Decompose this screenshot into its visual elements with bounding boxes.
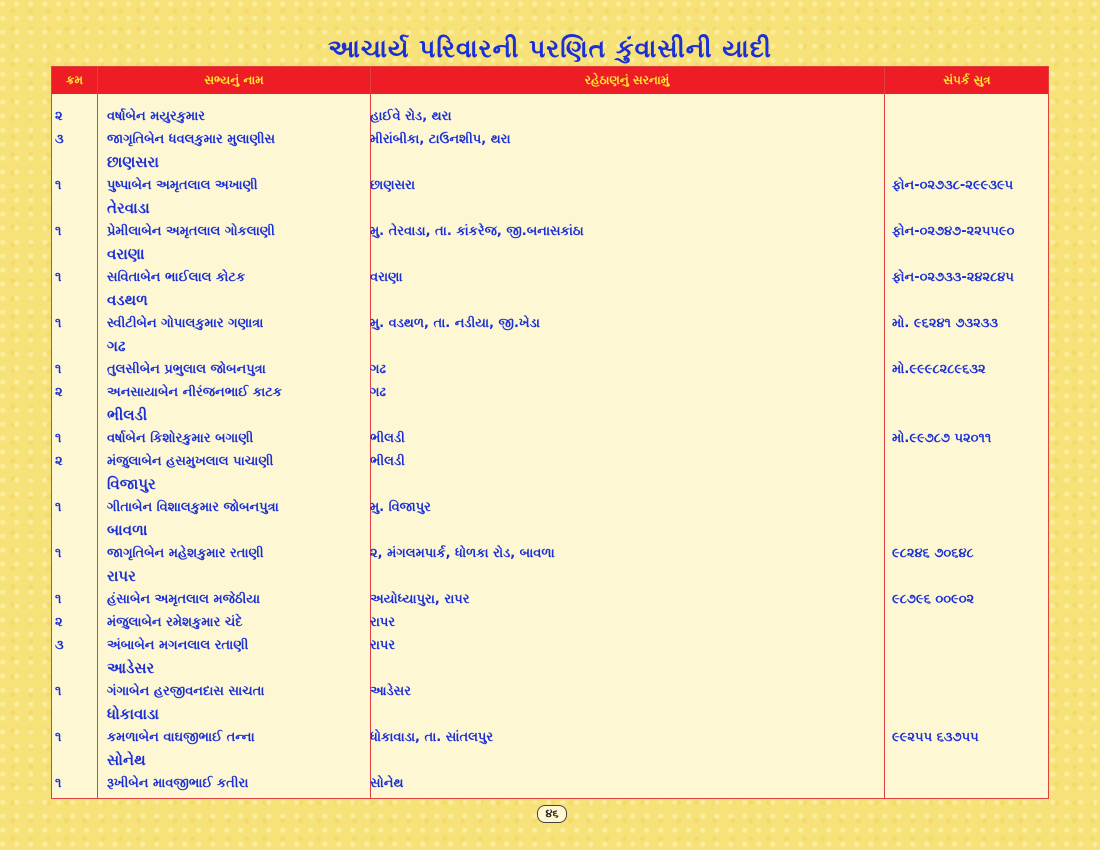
member-address: મુ. વડથળ, તા. નડીયા, જી.ખેડા: [370, 316, 540, 331]
header-index: ક્રમ: [66, 73, 83, 87]
village-heading-row: [52, 565, 1048, 588]
village-name: આડેસર: [107, 659, 155, 677]
member-name: ગીતાબેન વિશાલકુમાર જોબનપુત્રા: [107, 500, 279, 515]
member-address: ગઢ: [370, 362, 386, 377]
member-address: ૨, મંગલમપાર્ક, ધોળકા રોડ, બાવળા: [370, 546, 555, 561]
village-heading-row: [52, 289, 1048, 312]
member-name: જાગૃતિબેન મહેશકુમાર રતાણી: [107, 546, 264, 561]
member-contact: મો.૯૯૯૮૨૮૯૬૩૨: [892, 362, 986, 377]
member-address: સોનેથ: [370, 776, 404, 791]
member-name: સ્વીટીબેન ગોપાલકુમાર ગણાત્રા: [107, 316, 264, 331]
row-index: ૧: [55, 270, 62, 285]
member-address: હાઈવે રોડ, થરા: [370, 109, 452, 124]
member-contact: ફોન-૦૨૭૩૮-૨૯૯૩૯૫: [892, 178, 1014, 193]
header-contact: સંપર્ક સુત્ર: [943, 73, 991, 87]
member-contact: ૯૮૭૯૬ ૦૦૯૦૨: [892, 592, 975, 607]
row-index: ૨: [55, 109, 63, 124]
village-name: રાપર: [107, 567, 136, 585]
row-index: ૧: [55, 730, 62, 745]
village-heading-row: [52, 703, 1048, 726]
member-name: મંજુલાબેન રમેશકુમાર ચંદે: [107, 615, 243, 630]
member-name: સવિતાબેન ભાઈલાલ કોટક: [107, 270, 246, 285]
table-row: [52, 105, 1048, 128]
member-address: રાપર: [370, 615, 396, 630]
member-address: મીરાંબીકા, ટાઉનશીપ, થરા: [370, 132, 511, 147]
row-index: ૧: [55, 592, 62, 607]
member-name: અનસાયાબેન નીરંજનભાઈ કાટક: [107, 385, 282, 400]
member-name: હંસાબેન અમૃતલાલ મજેઠીયા: [107, 592, 261, 607]
table-row: [52, 772, 1048, 795]
village-name: સોનેથ: [107, 751, 146, 769]
table-row: [52, 381, 1048, 404]
row-index: ૧: [55, 178, 62, 193]
row-index: ૩: [55, 132, 64, 147]
member-name: જાગૃતિબેન ધવલકુમાર મુલાણીસ: [107, 132, 276, 147]
member-address: છાણસરા: [370, 178, 416, 193]
table-row: [52, 450, 1048, 473]
header-address: રહેઠાણનું સરનામું: [584, 73, 670, 87]
member-contact: ૯૯૨૫૫ ૬૩૭૫૫: [892, 730, 979, 745]
member-name: ગંગાબેન હરજીવનદાસ સાચતા: [107, 684, 265, 699]
table-row: [52, 496, 1048, 519]
member-name: પ્રેમીલાબેન અમૃતલાલ ગોકલાણી: [107, 224, 275, 239]
header-name: સભ્યનું નામ: [204, 73, 264, 87]
table-row: [52, 427, 1048, 450]
table-row: [52, 312, 1048, 335]
row-index: ૧: [55, 684, 62, 699]
table-row: [52, 542, 1048, 565]
member-name: તુલસીબેન પ્રભુલાલ જોબનપુત્રા: [107, 362, 266, 377]
table-row: [52, 680, 1048, 703]
village-name: તેરવાડા: [107, 199, 150, 217]
member-name: અંબાબેન મગનલાલ રતાણી: [107, 638, 249, 653]
row-index: ૧: [55, 224, 62, 239]
village-heading-row: [52, 473, 1048, 496]
member-contact: ફોન-૦૨૭૩૩-૨૪૨૮૪૫: [892, 270, 1014, 285]
member-address: ધોકાવાડા, તા. સાંતલપુર: [370, 730, 494, 745]
member-address: વરાણા: [370, 270, 403, 285]
member-address: ભીલડી: [370, 454, 405, 469]
member-contact: ૯૮૨૪૬ ૭૦૬૪૮: [892, 546, 974, 561]
member-name: રૂખીબેન માવજીભાઈ કતીરા: [107, 776, 249, 791]
row-index: ૨: [55, 615, 63, 630]
village-name: ગઢ: [107, 337, 126, 355]
village-heading-row: [52, 197, 1048, 220]
row-index: ૧: [55, 431, 62, 446]
member-address: ભીલડી: [370, 431, 405, 446]
table-header: [52, 67, 1048, 94]
table-row: [52, 588, 1048, 611]
village-name: વરાણા: [107, 245, 145, 263]
village-heading-row: [52, 151, 1048, 174]
member-address: મુ. વિજાપુર: [370, 500, 431, 515]
member-contact: મો.૯૯૭૮૭ ૫૨૦૧૧: [892, 431, 992, 446]
page-number: ૪૬: [537, 805, 567, 823]
member-address: મુ. તેરવાડા, તા. કાંકરેજ, જી.બનાસકાંઠા: [370, 224, 584, 239]
members-table: [51, 66, 1049, 799]
table-row: [52, 220, 1048, 243]
village-name: વિજાપુર: [107, 475, 156, 493]
row-index: ૧: [55, 776, 62, 791]
row-index: ૧: [55, 362, 62, 377]
member-address: આડેસર: [370, 684, 411, 699]
row-index: ૧: [55, 316, 62, 331]
village-heading-row: [52, 243, 1048, 266]
village-name: બાવળા: [107, 521, 148, 539]
row-index: ૧: [55, 546, 62, 561]
table-row: [52, 174, 1048, 197]
village-heading-row: [52, 335, 1048, 358]
row-index: ૨: [55, 454, 63, 469]
village-name: વડથળ: [107, 291, 148, 309]
table-row: [52, 128, 1048, 151]
village-heading-row: [52, 657, 1048, 680]
row-index: ૨: [55, 385, 63, 400]
member-address: ગઢ: [370, 385, 386, 400]
table-row: [52, 266, 1048, 289]
page-title: આચાર્ય પરિવારની પરણિત કુંવાસીની યાદી: [328, 34, 772, 63]
member-name: મંજુલાબેન હસમુખલાલ પાચાણી: [107, 454, 274, 469]
member-contact: ફોન-૦૨૭૪૭-૨૨૫૫૯૦: [892, 224, 1015, 239]
table-row: [52, 611, 1048, 634]
member-name: વર્ષાબેન મયુરકુમાર: [107, 109, 206, 124]
row-index: ૩: [55, 638, 64, 653]
table-row: [52, 358, 1048, 381]
table-row: [52, 726, 1048, 749]
village-heading-row: [52, 404, 1048, 427]
table-row: [52, 634, 1048, 657]
village-name: ભીલડી: [107, 406, 148, 424]
member-address: અયોધ્યાપુરા, રાપર: [370, 592, 470, 607]
member-name: વર્ષાબેન કિશોરકુમાર બગાણી: [107, 431, 254, 446]
member-address: રાપર: [370, 638, 396, 653]
village-name: છાણસરા: [107, 153, 159, 171]
member-name: કમળાબેન વાઘજીભાઈ તન્ના: [107, 730, 255, 745]
village-heading-row: [52, 749, 1048, 772]
member-contact: મો. ૯૬૨૪૧ ૭૩૨૩૩: [892, 316, 999, 331]
row-index: ૧: [55, 500, 62, 515]
village-heading-row: [52, 519, 1048, 542]
member-name: પુષ્પાબેન અમૃતલાલ અખાણી: [107, 178, 258, 193]
village-name: ધોકાવાડા: [107, 705, 159, 723]
